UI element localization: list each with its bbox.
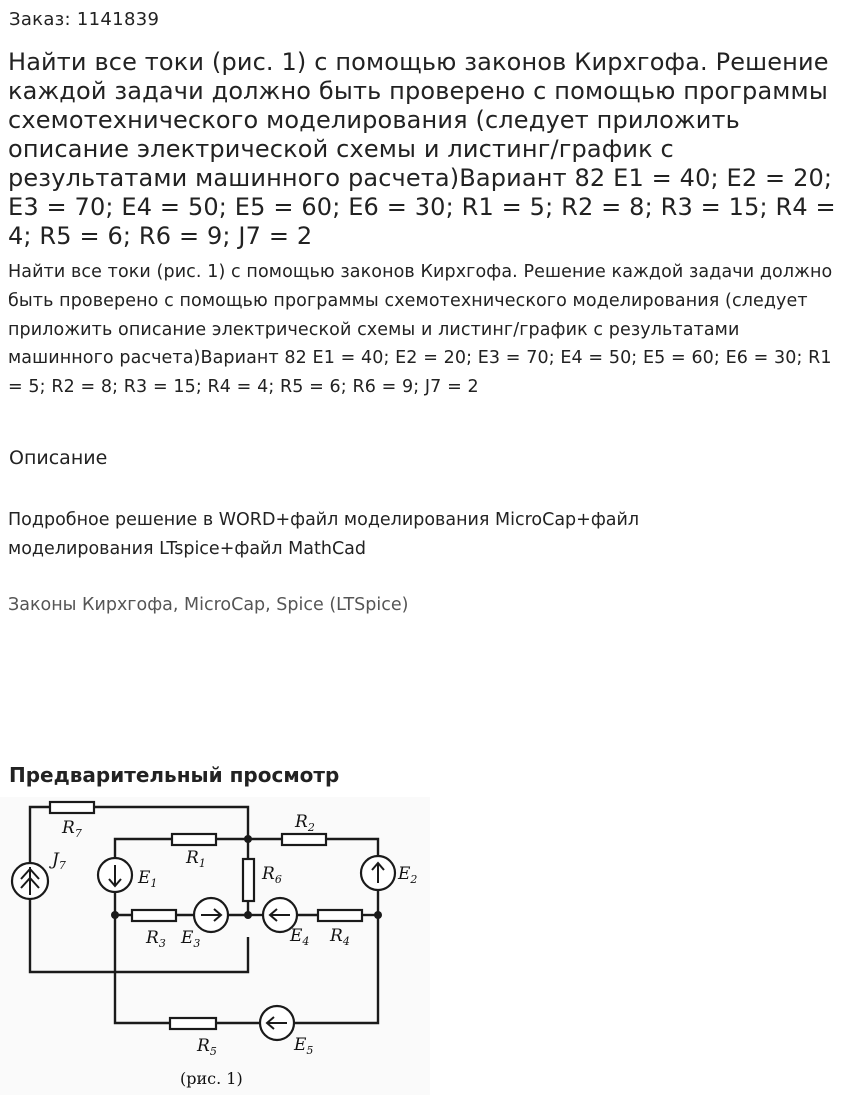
tags: Законы Кирхгофа, MicroCap, Spice (LTSpice) bbox=[8, 595, 409, 615]
resistor-r4 bbox=[318, 910, 362, 921]
description-heading: Описание bbox=[9, 447, 108, 469]
label-r1: $R_1$ bbox=[186, 848, 206, 870]
label-r5: $R_5$ bbox=[197, 1036, 217, 1058]
resistor-r3 bbox=[132, 910, 176, 921]
figure-caption: (рис. 1) bbox=[180, 1069, 243, 1088]
label-e2: $E_2$ bbox=[398, 864, 418, 886]
label-e5: $E_5$ bbox=[294, 1035, 314, 1057]
resistor-r5 bbox=[170, 1018, 216, 1029]
task-body: Найти все токи (рис. 1) с помощью законов Кирхгофа. Решение каждой задачи должно быть проверено с помощью программы схемотехнического моделирования (следует приложить описание электрической схемы и листинг/график с результатами машинного расчета)Вариант 82 E1 = 40; E2 = 20; E3 = 70; E4 = 50; E5 = 60; E6 = 30; R1 = 5; R2 = 8; R3 = 15; R4 = 4; R5 = 6; R6 = 9; J7 = 2 bbox=[8, 262, 833, 398]
resistor-r6 bbox=[243, 859, 254, 901]
task-title: Найти все токи (рис. 1) с помощью законов Кирхгофа. Решение каждой задачи должно быть проверено с помощью программы схемотехнического моделирования (следует приложить описание электрической схемы и листинг/график с результатами машинного расчета)Вариант 82 E1 = 40; E2 = 20; E3 = 70; E4 = 50; E5 = 60; E6 = 30; R1 = 5; R2 = 8; R3 = 15; R4 = 4; R5 = 6; R6 = 9; J7 = 2 bbox=[8, 48, 836, 250]
label-e4: $E_4$ bbox=[290, 926, 310, 948]
label-j7: $J_7$ bbox=[52, 850, 66, 872]
label-r6: $R_6$ bbox=[262, 864, 282, 886]
label-e1: $E_1$ bbox=[138, 868, 158, 890]
description-text: Подробное решение в WORD+файл моделирования MicroCap+файл моделирования LTspice+файл MathCad bbox=[8, 510, 640, 559]
label-r3: $R_3$ bbox=[146, 928, 166, 950]
resistor-r7 bbox=[50, 802, 94, 813]
circuit-schematic bbox=[0, 797, 430, 1095]
resistor-r1 bbox=[172, 834, 216, 845]
label-e3: $E_3$ bbox=[181, 928, 201, 950]
preview-heading: Предварительный просмотр bbox=[9, 763, 340, 787]
resistor-r2 bbox=[282, 834, 326, 845]
label-r4: $R_4$ bbox=[330, 926, 350, 948]
label-r2: $R_2$ bbox=[295, 812, 315, 834]
label-r7: $R_7$ bbox=[62, 818, 82, 840]
order-number: Заказ: 1141839 bbox=[9, 9, 160, 30]
